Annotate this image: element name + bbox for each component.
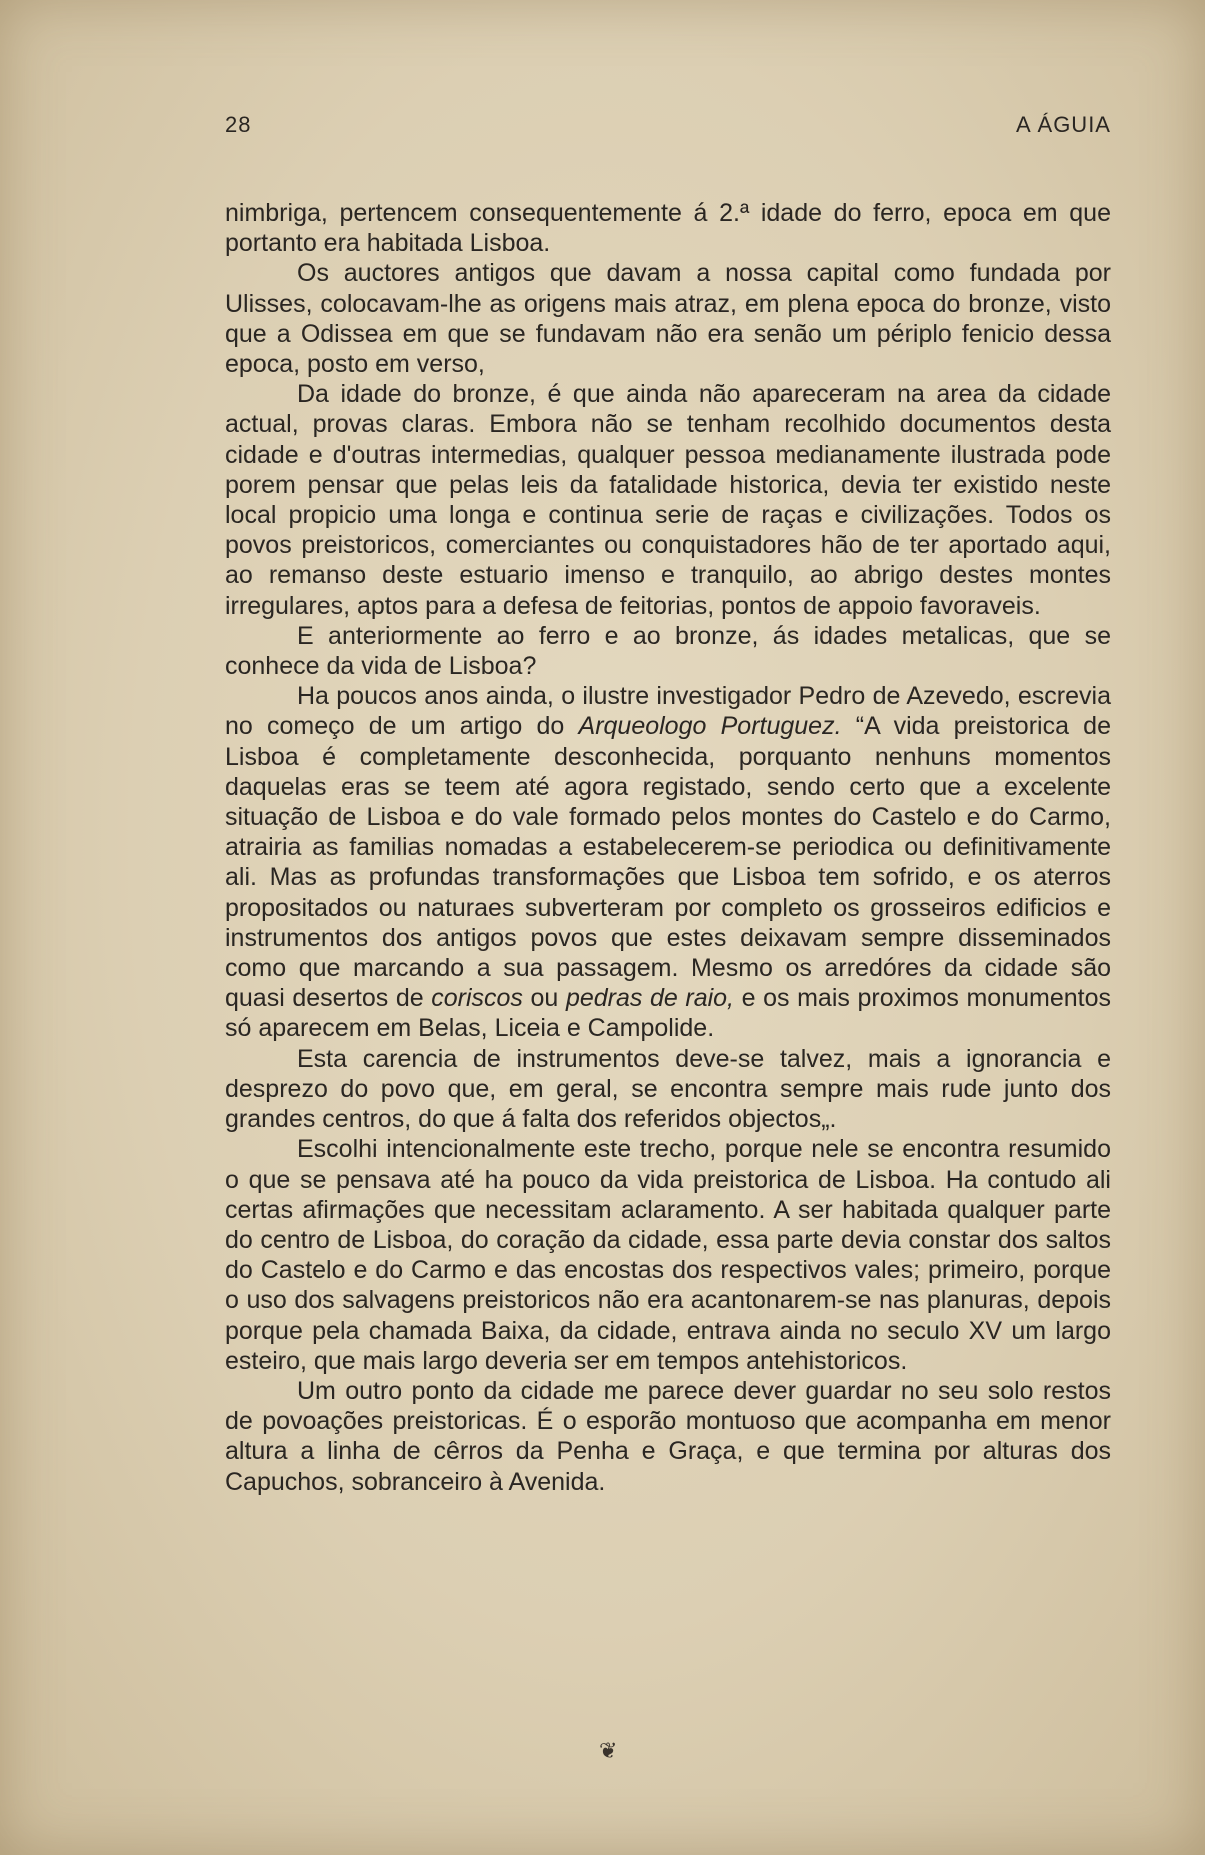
- text-run: e os mais proximos monumentos só aparecem em Belas, Liceia e Campolide.: [225, 984, 1112, 1043]
- running-header: [225, 112, 1111, 138]
- text-run: “A vida preistorica de Lisboa é completamente desconhecida, porquanto nenhuns momentos daquelas eras se teem até agora registado, sendo certo que a excelente situação de Lisboa e do vale formado pelos montes do Castelo e do Carmo, atrairia as familias nomadas a estabelecerem-se periodica ou definitivamente ali. Mas as profundas transformações que Lisboa tem sofrido, e os aterros propositados ou naturaes subverteram por completo os grosseiros edificios e instrumentos dos antigos povos que estes deixavam sempre disseminados como que marcando a sua passagem. Mesmo os arredóres da cidade são quasi desertos de: [225, 712, 1111, 1013]
- paragraph: Esta carencia de instrumentos deve-se talvez, mais a ignorancia e desprezo do povo que, em geral, se encontra sempre mais rude junto dos grandes centros, do que á falta dos referidos objectos„.: [225, 1044, 1111, 1134]
- paragraph: nimbriga, pertencem consequentemente á 2.ª idade do ferro, epoca em que portanto era habitada Lisboa.: [225, 199, 1111, 258]
- text-run: Ha poucos anos ainda, o ilustre investigador Pedro de Azevedo, escrevia no começo de um artigo do: [225, 682, 1111, 741]
- ornament-icon: ❦: [599, 1738, 618, 1763]
- paragraph: Escolhi intencionalmente este trecho, porque nele se encontra resumido o que se pensava até ha pouco da vida preistorica de Lisboa. Ha contudo ali certas afirmações que necessitam aclaramento. A ser habitada qualquer parte do centro de Lisboa, do coração da cidade, essa parte devia constar dos saltos do Castelo e do Carmo e das encostas dos respectivos vales; primeiro, porque o uso dos salvagens preistoricos não era acantonarem-se nas planuras, depois porque pela chamada Baixa, da cidade, entrava ainda no seculo XV um largo esteiro, que mais largo deveria ser em tempos antehistoricos.: [225, 1135, 1111, 1375]
- paragraph: Da idade do bronze, é que ainda não apareceram na area da cidade actual, provas claras. Embora não se tenham recolhido documentos desta cidade e d'outras intermedias, qualquer pessoa medianamente ilustrada pode porem pensar que pelas leis da fatalidade historica, devia ter existido neste local propicio uma longa e continua serie de raças e civilizações. Todos os povos preistoricos, comerciantes ou conquistadores hão de ter aportado aqui, ao remanso deste estuario imenso e tranquilo, ao abrigo destes montes irregulares, aptos para a defesa de feitorias, pontos de appoio favoraveis.: [225, 380, 1111, 620]
- paragraph: Um outro ponto da cidade me parece dever guardar no seu solo restos de povoações preistoricas. É o esporão montuoso que acompanha em menor altura a linha de cêrros da Penha e Graça, e que termina por alturas dos Capuchos, sobranceiro à Avenida.: [225, 1376, 1111, 1496]
- italic-term: pedras de raio,: [565, 984, 735, 1013]
- paragraph: Os auctores antigos que davam a nossa capital como fundada por Ulisses, colocavam-lhe as origens mais atraz, em plena epoca do bronze, visto que a Odissea em que se fundavam não era senão um périplo fenicio dessa epoca, posto em verso,: [225, 259, 1111, 379]
- italic-term: coriscos: [431, 984, 523, 1013]
- body-text: [225, 198, 1111, 1497]
- page-number: 28: [225, 112, 252, 137]
- paragraph-quote: [225, 681, 1111, 1043]
- journal-title: Arqueologo Portuguez.: [578, 712, 842, 741]
- running-title: A ÁGUIA: [1015, 112, 1111, 137]
- paragraph: E anteriormente ao ferro e ao bronze, ás idades metalicas, que se conhece da vida de Lisboa?: [225, 621, 1111, 681]
- text-run: ou: [522, 984, 566, 1013]
